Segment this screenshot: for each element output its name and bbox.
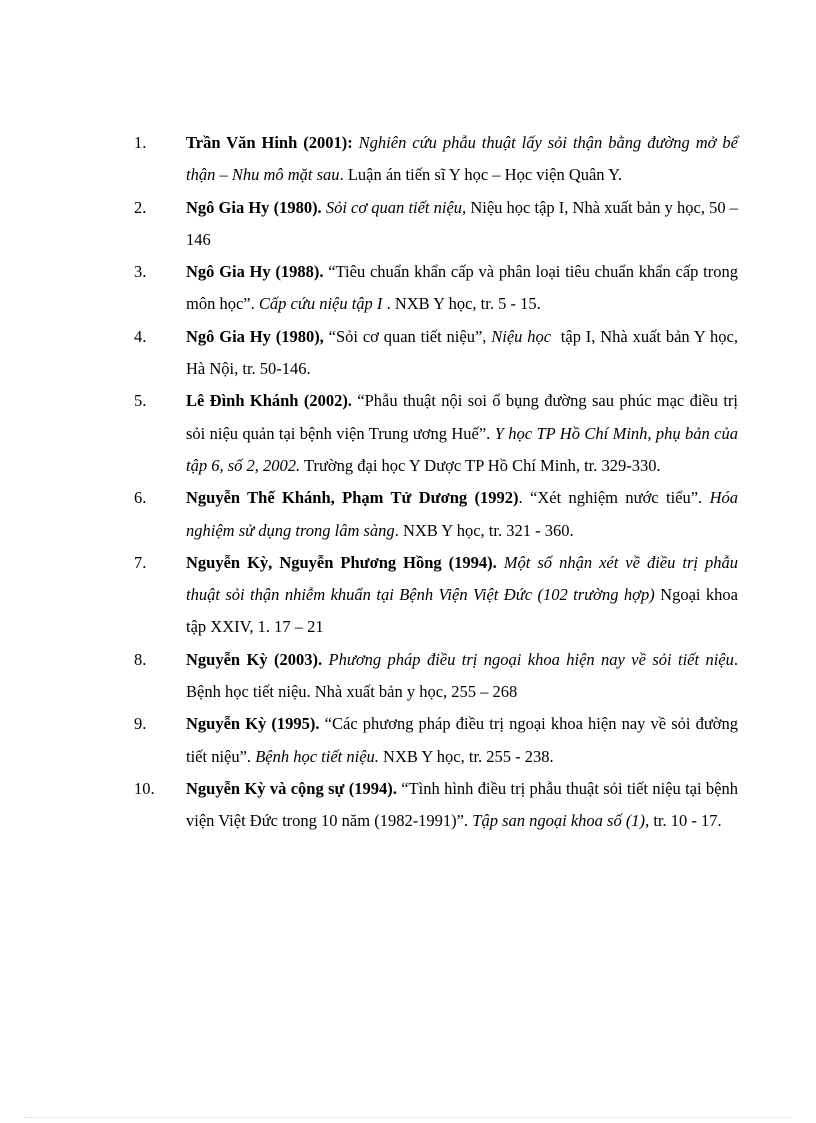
reference-text: [186, 192, 738, 257]
reference-item: [0, 773, 816, 838]
reference-author: Lê Đình Khánh (2002).: [186, 391, 352, 411]
reference-separator: [497, 553, 504, 572]
reference-author: Ngô Gia Hy (1980),: [186, 326, 324, 346]
reference-title: “Tiêu chuẩn khẩn cấp và phân loại tiêu chuẩn khẩn cấp trong môn học”.: [186, 262, 738, 314]
reference-number: 5.: [134, 391, 147, 411]
reference-source: Tập san ngoại khoa số (1): [472, 811, 646, 831]
reference-author: Ngô Gia Hy (1988).: [186, 262, 324, 282]
reference-source: Bệnh học tiết niệu. Nhà xuất bản y học, 255 – 268: [186, 682, 518, 702]
reference-publication: tập I, Nhà xuất bản Y học, Hà Nội, tr. 50-146.: [186, 326, 743, 379]
reference-title: Phương pháp điều trị ngoại khoa hiện nay về sỏi tiết niệu: [328, 649, 734, 669]
reference-title: Nghiên cứu phẫu thuật lấy sỏi thận bằng đường mở bể thận – Nhu mô mặt sau: [186, 133, 738, 185]
reference-author: Nguyễn Kỳ (1995).: [186, 714, 320, 734]
reference-text: [186, 321, 743, 386]
page-bottom-rule: [24, 1117, 792, 1118]
reference-item: [0, 256, 816, 321]
reference-publication: NXB Y học, tr. 255 - 238.: [378, 746, 554, 766]
reference-separator: .: [339, 165, 348, 185]
reference-title: “Tình hình điều trị phẫu thuật sỏi tiết niệu tại bệnh viện Việt Đức trong 10 năm (1982-1991)”.: [186, 778, 739, 831]
reference-item: [0, 482, 816, 547]
reference-list: [0, 127, 816, 838]
reference-number: 8.: [134, 649, 147, 669]
reference-item: [0, 192, 816, 257]
reference-source: Luận án tiến sĩ Y học – Học viện Quân Y: [347, 165, 618, 185]
reference-separator: .: [518, 488, 530, 508]
reference-publication: Trường đại học Y Dược TP Hồ Chí Minh, tr. 329-330.: [300, 455, 661, 475]
reference-title: “Xét nghiệm nước tiểu”.: [530, 488, 703, 508]
reference-item: [0, 547, 816, 644]
reference-text: [186, 127, 738, 192]
reference-item: [0, 127, 816, 192]
reference-text: [186, 385, 738, 482]
reference-publication: . NXB Y học, tr. 5 - 15.: [382, 294, 541, 314]
reference-author: Nguyễn Kỳ và cộng sự (1994).: [186, 778, 397, 798]
reference-publication: , tr. 10 - 17.: [645, 811, 722, 831]
reference-number: 2.: [134, 197, 147, 217]
reference-text: [186, 644, 743, 709]
reference-source: Niệu học tập I, Nhà xuất bản y học, 50 – 146: [186, 197, 739, 249]
reference-title: Một số nhận xét về điều trị phẫu thuật sỏi thận nhiễm khuẩn tại Bệnh Viện Việt Đức (102 trường hợp): [186, 552, 738, 605]
reference-number: 7.: [134, 552, 147, 572]
reference-author: Nguyễn Thế Khánh, Phạm Tử Dương (1992): [186, 488, 519, 508]
reference-source: Hóa nghiệm sử dụng trong lâm sàng: [186, 488, 738, 540]
reference-separator: .: [733, 649, 743, 669]
reference-title: “Phẫu thuật nội soi ổ bụng đường sau phúc mạc điều trị sỏi niệu quản tại bệnh viện Trung ương Huế”.: [186, 391, 738, 443]
reference-source: Cấp cứu niệu tập I: [258, 294, 383, 314]
reference-number: 4.: [134, 326, 147, 346]
reference-item: [0, 708, 816, 773]
reference-source: Y học TP Hồ Chí Minh, phụ bản của tập 6, số 2, 2002.: [186, 423, 738, 475]
reference-source: Ngoại khoa tập XXIV, 1. 17 – 21: [186, 585, 739, 637]
reference-item: [0, 644, 816, 709]
reference-text: [186, 256, 738, 321]
reference-author: Ngô Gia Hy (1980).: [186, 197, 322, 217]
reference-number: 10.: [134, 778, 155, 798]
reference-publication: .: [617, 165, 622, 185]
reference-author: Nguyễn Kỳ (2003).: [186, 649, 323, 669]
reference-text: [186, 773, 738, 838]
reference-title: Sỏi cơ quan tiết niệu,: [325, 197, 467, 217]
reference-separator: [702, 488, 709, 507]
reference-author: Trần Văn Hinh (2001):: [186, 133, 353, 152]
reference-author: Nguyễn Kỳ, Nguyễn Phương Hồng (1994).: [186, 552, 497, 572]
reference-number: 3.: [134, 262, 147, 282]
reference-title: “Các phương pháp điều trị ngoại khoa hiện nay về sỏi đường tiết niệu”.: [186, 714, 739, 766]
reference-text: [186, 547, 738, 644]
reference-number: 1.: [134, 133, 147, 152]
reference-source: Niệu học: [491, 326, 552, 346]
reference-number: 9.: [134, 714, 147, 734]
reference-publication: . NXB Y học, tr. 321 - 360.: [394, 520, 574, 540]
reference-text: [186, 482, 738, 547]
reference-text: [186, 708, 738, 773]
reference-item: [0, 385, 816, 482]
reference-item: [0, 321, 816, 386]
reference-number: 6.: [134, 488, 147, 508]
reference-title: “Sỏi cơ quan tiết niệu”,: [328, 326, 487, 346]
reference-source: Bệnh học tiết niệu.: [255, 746, 379, 766]
